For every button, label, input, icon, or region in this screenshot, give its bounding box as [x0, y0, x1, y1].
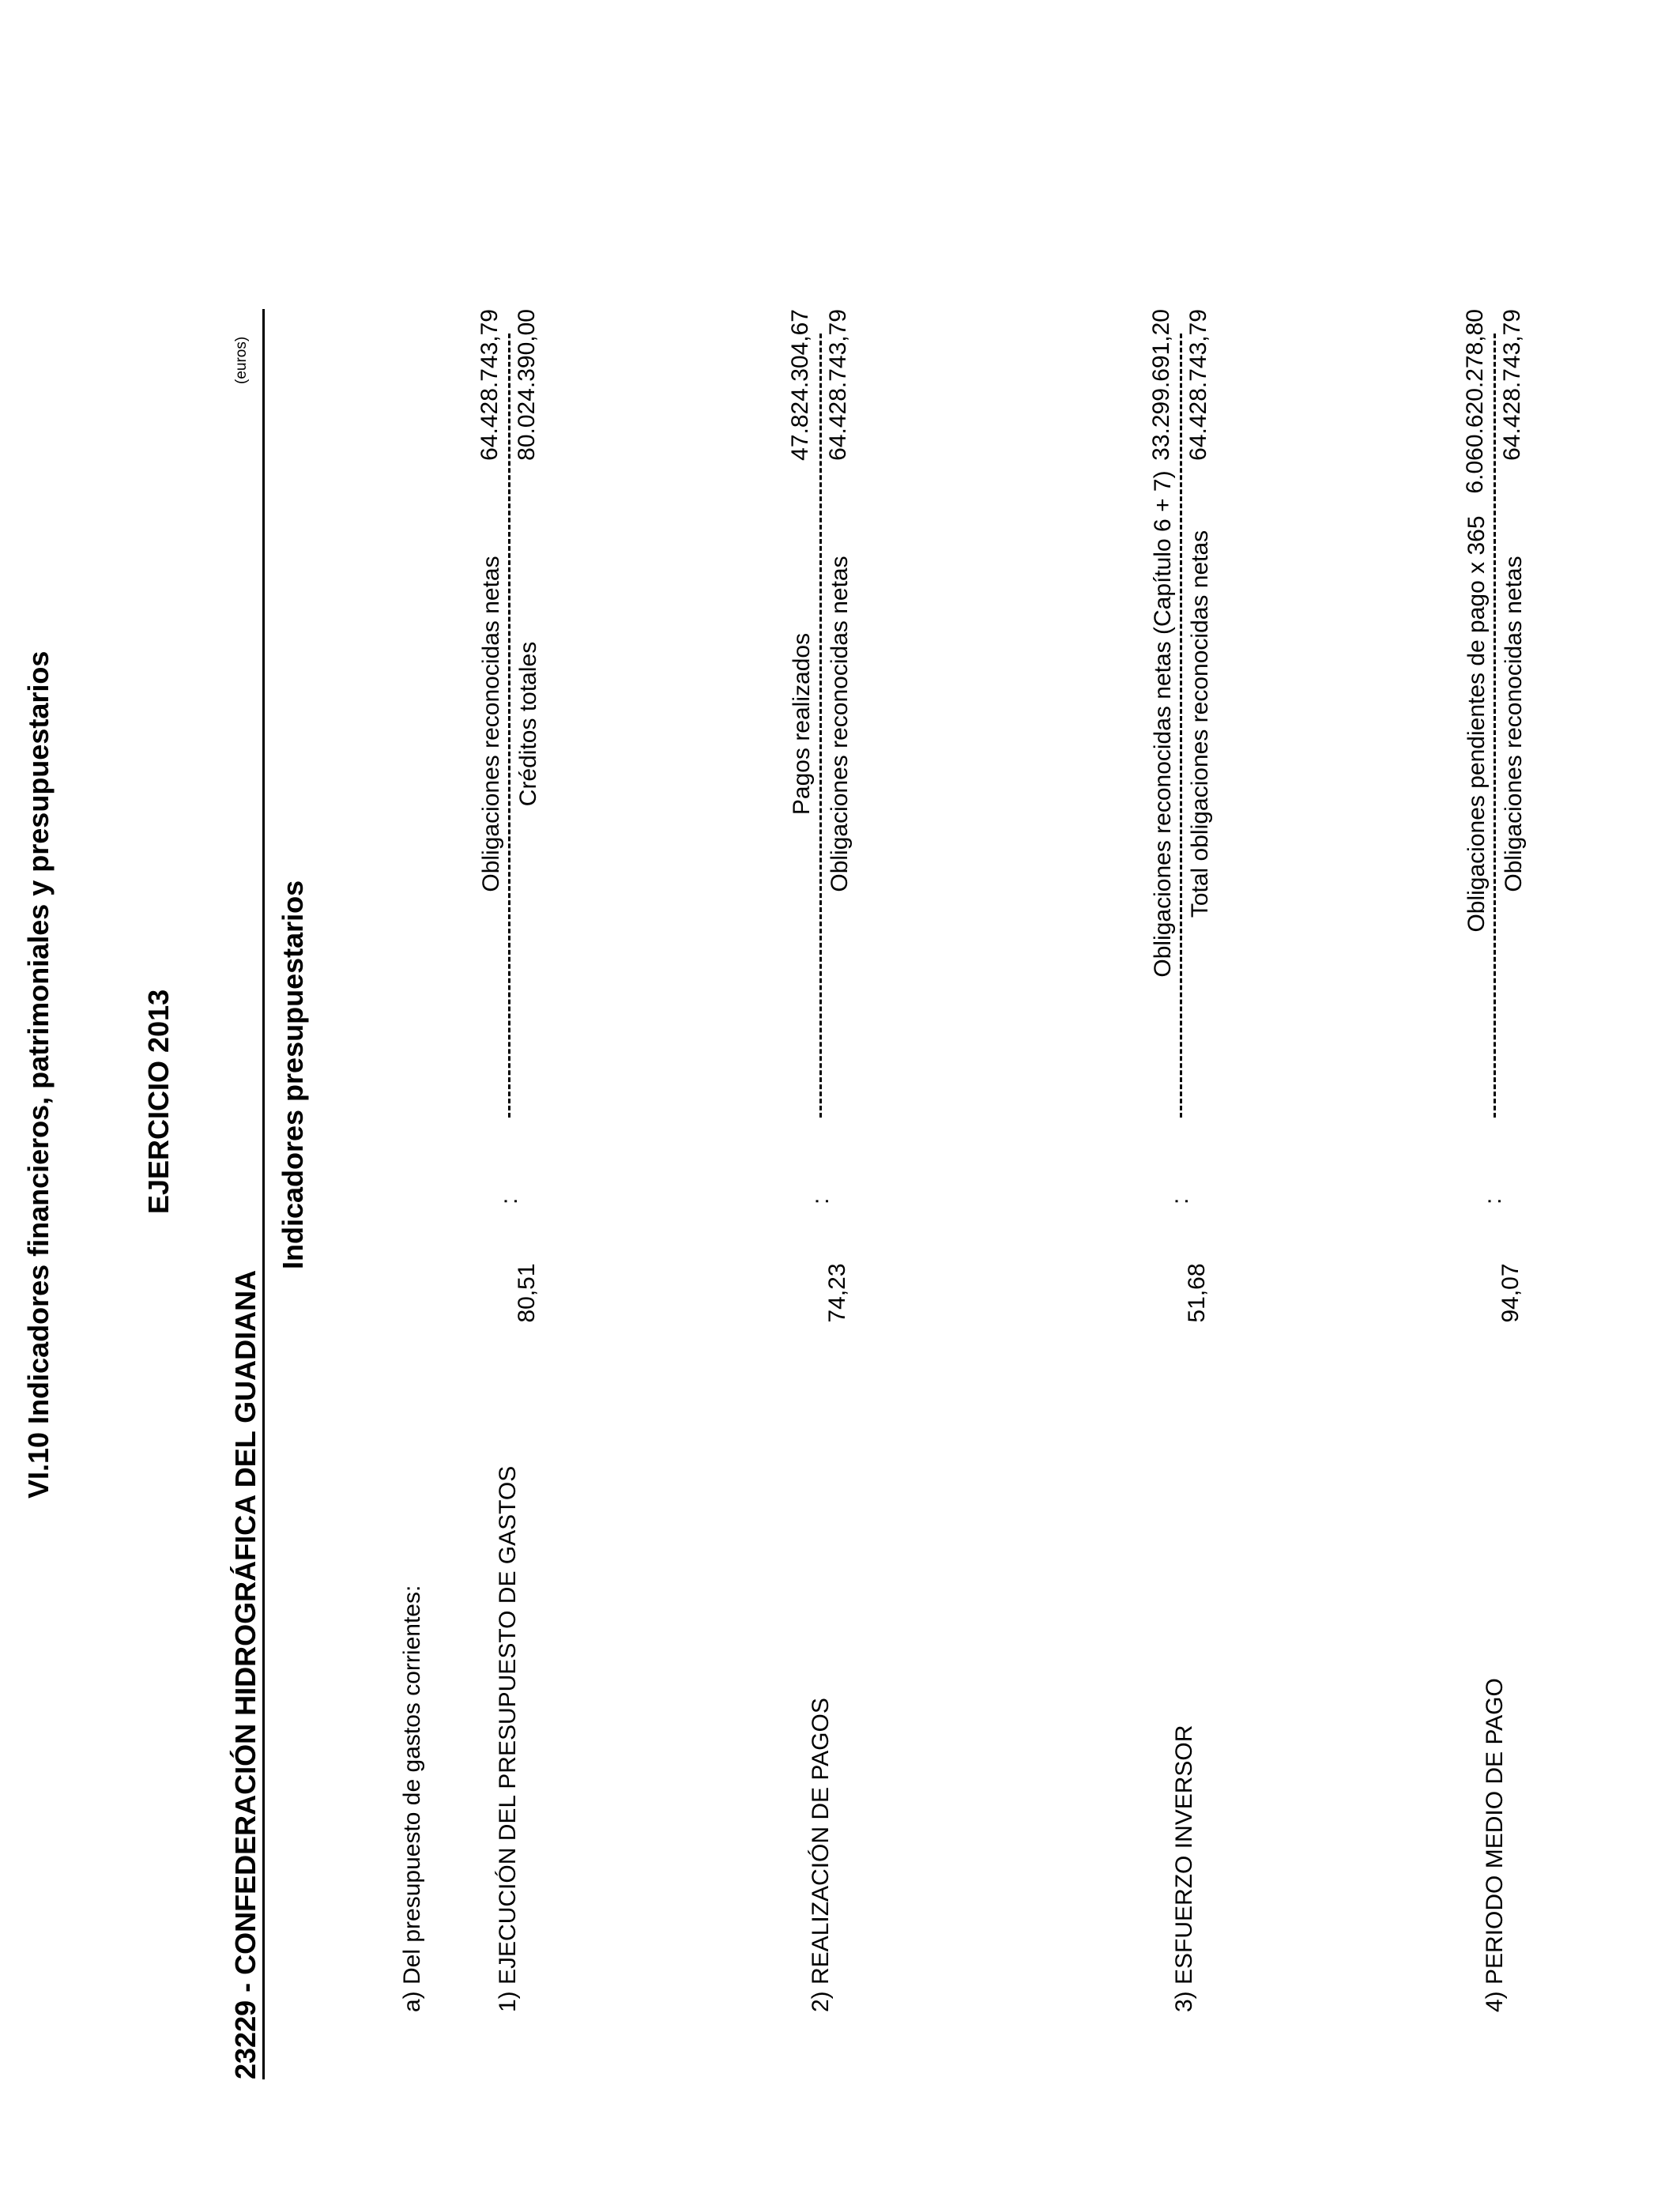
- unit-label: (euros): [233, 336, 250, 384]
- exercise-heading: EJERCICIO 2013: [142, 989, 175, 1214]
- indicator-ratio: 94,07: [1497, 1263, 1524, 1323]
- indicator-name: 3) ESFUERZO INVERSOR: [1171, 1725, 1197, 2012]
- indicator-name: 4) PERIODO MEDIO DE PAGO: [1482, 1678, 1508, 2012]
- denominator-label: Obligaciones reconocidas netas: [1501, 556, 1527, 892]
- numerator-label: Obligaciones reconocidas netas (Capítulo 6 + 7): [1150, 470, 1176, 978]
- indicator-ratio: 80,51: [514, 1263, 540, 1323]
- fraction-line: [1180, 334, 1182, 1118]
- colon-separator: :: [496, 1197, 522, 1204]
- numerator-amount: 6.060.620.278,80: [1462, 309, 1488, 494]
- indicator-ratio: 51,68: [1184, 1263, 1210, 1323]
- entity-heading: 23229 - CONFEDERACIÓN HIDROGRÁFICA DEL GUADIANA: [229, 1269, 262, 2079]
- indicator-name: 1) EJECUCIÓN DEL PRESUPUESTO DE GASTOS: [495, 1465, 521, 2012]
- denominator-label: Total obligaciones reconocidas netas: [1187, 530, 1213, 918]
- numerator-label: Pagos realizados: [789, 632, 815, 816]
- numerator-label: Obligaciones reconocidas netas: [478, 556, 504, 892]
- page-title: VI.10 Indicadores financieros, patrimoniales y presupuestarios: [22, 650, 55, 1498]
- denominator-amount: 64.428.743,79: [1185, 309, 1211, 461]
- colon-separator: :: [1480, 1197, 1506, 1204]
- denominator-amount: 64.428.743,79: [1499, 309, 1525, 461]
- numerator-amount: 47.824.304,67: [787, 309, 813, 461]
- denominator-label: Créditos totales: [515, 641, 541, 807]
- denominator-amount: 64.428.743,79: [825, 309, 851, 461]
- denominator-amount: 80.024.390,00: [514, 309, 540, 461]
- section-heading: Indicadores presupuestarios: [277, 880, 309, 1269]
- fraction-line: [508, 334, 510, 1118]
- intro-text: a) Del presupuesto de gastos corrientes:: [399, 1585, 425, 2012]
- numerator-amount: 33.299.691,20: [1148, 309, 1174, 461]
- indicator-name: 2) REALIZACIÓN DE PAGOS: [808, 1698, 834, 2012]
- numerator-label: Obligaciones pendientes de pago x 365: [1463, 515, 1490, 933]
- fraction-line: [819, 334, 822, 1118]
- colon-separator: :: [808, 1197, 834, 1204]
- colon-separator: :: [1167, 1197, 1193, 1204]
- indicator-ratio: 74,23: [824, 1263, 850, 1323]
- denominator-label: Obligaciones reconocidas netas: [827, 556, 853, 892]
- fraction-line: [1494, 334, 1496, 1118]
- numerator-amount: 64.428.743,79: [477, 309, 503, 461]
- header-rule: [262, 309, 265, 2079]
